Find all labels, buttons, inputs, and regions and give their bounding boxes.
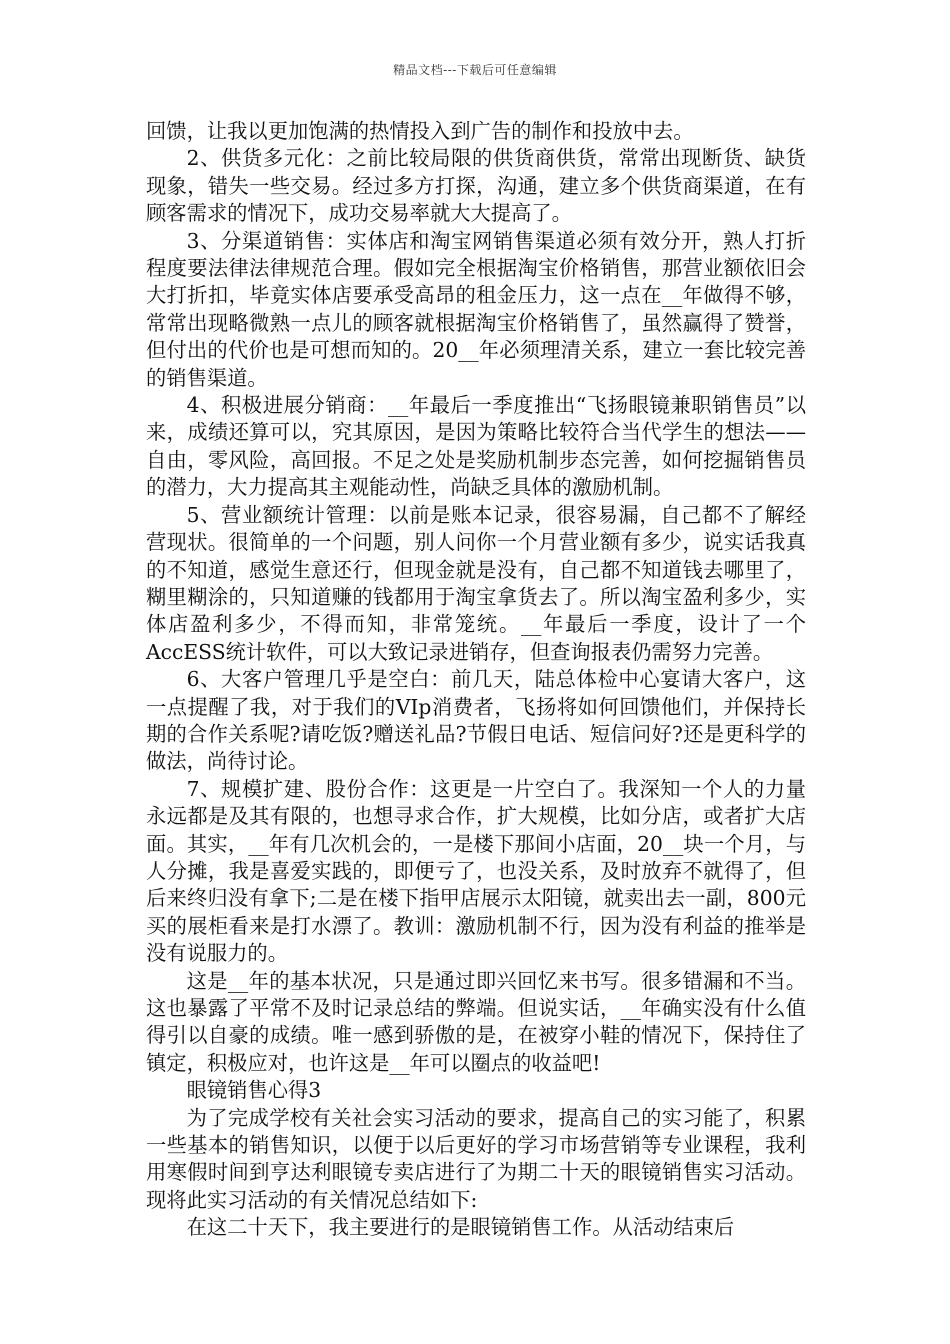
- paragraph-internship-work: 在这二十天下，我主要进行的是眼镜销售工作。从活动结束后: [186, 1215, 735, 1240]
- paragraph-supply-diversification: 2、供货多元化：之前比较局限的供货商供货，常常出现断货、缺货现象，错失一些交易。经过多方打探，沟通，建立多个供货商渠道，在有顾客需求的情况下，成功交易率就大大提高了。: [146, 146, 806, 226]
- paragraph-channel-sales: 3、分渠道销售：实体店和淘宝网销售渠道必须有效分开，熟人打折程度要法律法律规范合理。假如完全根据淘宝价格销售，那营业额依旧会大打折扣，毕竟实体店要承受高昂的租金压力，这一点在__年做得不够，常常出现略微熟一点儿的顾客就根据淘宝价格销售了，虽然赢得了赞誉，但付出的代价也是可想而知的。20__年必须理清关系，建立一套比较完善的销售渠道。: [146, 228, 806, 390]
- paragraph-summary: 这是__年的基本状况，只是通过即兴回忆来书写。很多错漏和不当。这也暴露了平常不及时记录总结的弊端。但说实话，__年确实没有什么值得引以自豪的成绩。唯一感到骄傲的是，在被穿小鞋的情况下，保持住了镇定，积极应对，也许这是__年可以圈点的收益吧!: [146, 968, 806, 1075]
- paragraph-continuation: 回馈，让我以更加饱满的热情投入到广告的制作和投放中去。: [146, 119, 694, 143]
- paragraph-internship-intro: 为了完成学校有关社会实习活动的要求，提高自己的实习能了，积累一些基本的销售知识，以便于以后更好的学习市场营销等专业课程，我利用寒假时间到亨达利眼镜专卖店进行了为期二十天的眼镜销售实习活动。现将此实习活动的有关情况总结如下:: [146, 1105, 806, 1212]
- paragraph-expansion: 7、规模扩建、股份合作：这更是一片空白了。我深知一个人的力量永远都是及其有限的，也想寻求合作，扩大规模，比如分店，或者扩大店面。其实，__年有几次机会的，一是楼下那间小店面，20__块一个月，与人分摊，我是喜爱实践的，即便亏了，也没关系，及时放弃不就得了，但后来终归没有拿下;二是在楼下指甲店展示太阳镜，就卖出去一副，800元买的展柜看来是打水漂了。教训：激励机制不行，因为没有利益的推举是没有说服力的。: [146, 776, 806, 966]
- paragraph-key-customers: 6、大客户管理几乎是空白：前几天，陆总体检中心宴请大客户，这一点提醒了我，对于我们的VIp消费者，飞扬将如何回馈他们，并保持长期的合作关系呢?请吃饭?赠送礼品?节假日电话、短信问好?还是更科学的做法，尚待讨论。: [146, 667, 806, 774]
- paragraph-distributors: 4、积极进展分销商：__年最后一季度推出“飞扬眼镜兼职销售员”以来，成绩还算可以，究其原因，是因为策略比较符合当代学生的想法——自由，零风险，高回报。不足之处是奖励机制步态完善，如何挖掘销售员的潜力，大力提高其主观能动性，尚缺乏具体的激励机制。: [146, 393, 806, 500]
- document-body: [146, 118, 806, 1242]
- paragraph-revenue-statistics: 5、营业额统计管理：以前是账本记录，很容易漏，自己都不了解经营现状。很简单的一个问题，别人问你一个月营业额有多少，说实话我真的不知道，感觉生意还行，但现金就是没有，自己都不知道钱去哪里了，糊里糊涂的，只知道赚的钱都用于淘宝拿货去了。所以淘宝盈利多少，实体店盈利多少，不得而知，非常笼统。__年最后一季度，设计了一个AccESS统计软件，可以大致记录进销存，但查询报表仍需努力完善。: [146, 502, 806, 664]
- section-heading: 眼镜销售心得3: [186, 1078, 322, 1103]
- page-header: 精品文档---下载后可任意编辑: [393, 63, 557, 77]
